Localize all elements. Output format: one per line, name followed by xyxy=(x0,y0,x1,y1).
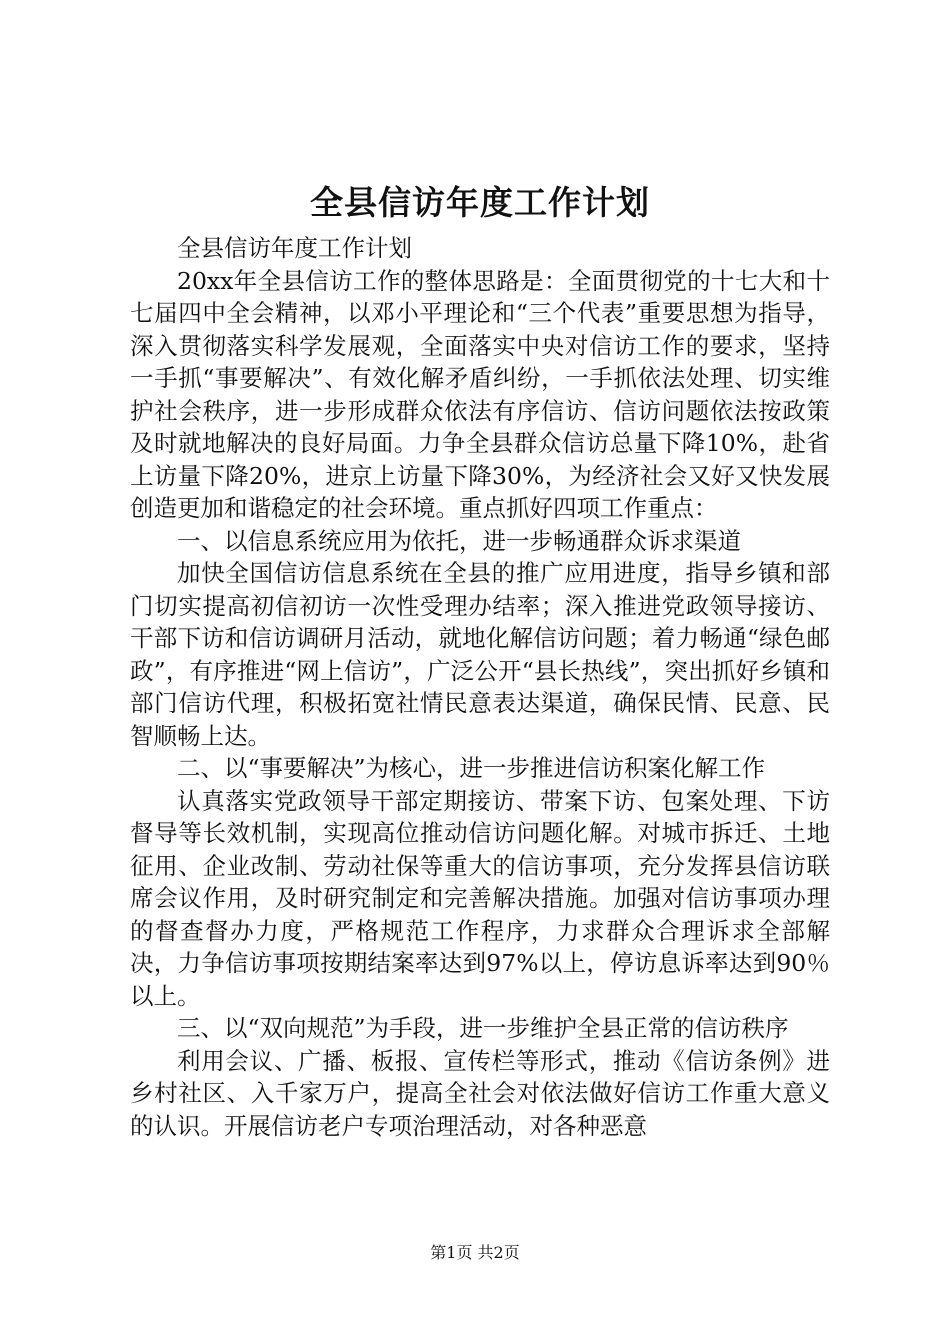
paragraph-section-1: 加快全国信访信息系统在全县的推广应用进度，指导乡镇和部门切实提高初信初访一次性受理办结率；深入推进党政领导接访、干部下访和信访调研月活动，就地化解信访问题；着力畅通“绿色邮政”，有序推进“网上信访”，广泛公开“县长热线”，突出抓好乡镇和部门信访代理，积极拓宽社情民意表达渠道，确保民情、民意、民智顺畅上达。 xyxy=(130,559,830,750)
paragraph-subtitle: 全县信访年度工作计划 xyxy=(177,234,412,262)
section-heading-1: 一、以信息系统应用为依托，进一步畅通群众诉求渠道 xyxy=(177,526,741,555)
section-heading-2: 二、以“事要解决”为核心，进一步推进信访积案化解工作 xyxy=(177,754,766,782)
document-title: 全县信访年度工作计划 xyxy=(310,183,650,222)
paragraph-section-3: 利用会议、广播、板报、宣传栏等形式，推动《信访条例》进乡村社区、入千家万户，提高全社会对依法做好信访工作重大意义的认识。开展信访老户专项治理活动，对各种恶意 xyxy=(130,1046,830,1140)
section-heading-3: 三、以“双向规范”为手段，进一步维护全县正常的信访秩序 xyxy=(177,1014,789,1042)
document-page xyxy=(130,178,830,1142)
paragraph-overview: 20xx年全县信访工作的整体思路是：全面贯彻党的十七大和十七届四中全会精神，以邓小平理论和“三个代表”重要思想为指导，深入贯彻落实科学发展观，全面落实中央对信访工作的要求，坚持一手抓“事要解决”、有效化解矛盾纠纷，一手抓依法处理、切实维护社会秩序，进一步形成群众依法有序信访、信访问题依法按政策及时就地解决的良好局面。力争全县群众信访总量下降10%，赴省上访量下降20%，进京上访量下降30%，为经济社会又好又快发展创造更加和谐稳定的社会环境。重点抓好四项工作重点： xyxy=(130,266,830,522)
document-body xyxy=(130,232,830,1142)
page-footer: 第1页 共2页 xyxy=(430,1243,520,1262)
paragraph-section-2: 认真落实党政领导干部定期接访、带案下访、包案处理、下访督导等长效机制，实现高位推动信访问题化解。对城市拆迁、土地征用、企业改制、劳动社保等重大的信访事项，充分发挥县信访联席会议作用，及时研究制定和完善解决措施。加强对信访事项办理的督查督办力度，严格规范工作程序，力求群众合理诉求全部解决，力争信访事项按期结案率达到97%以上，停访息诉率达到90％以上。 xyxy=(130,786,830,1010)
